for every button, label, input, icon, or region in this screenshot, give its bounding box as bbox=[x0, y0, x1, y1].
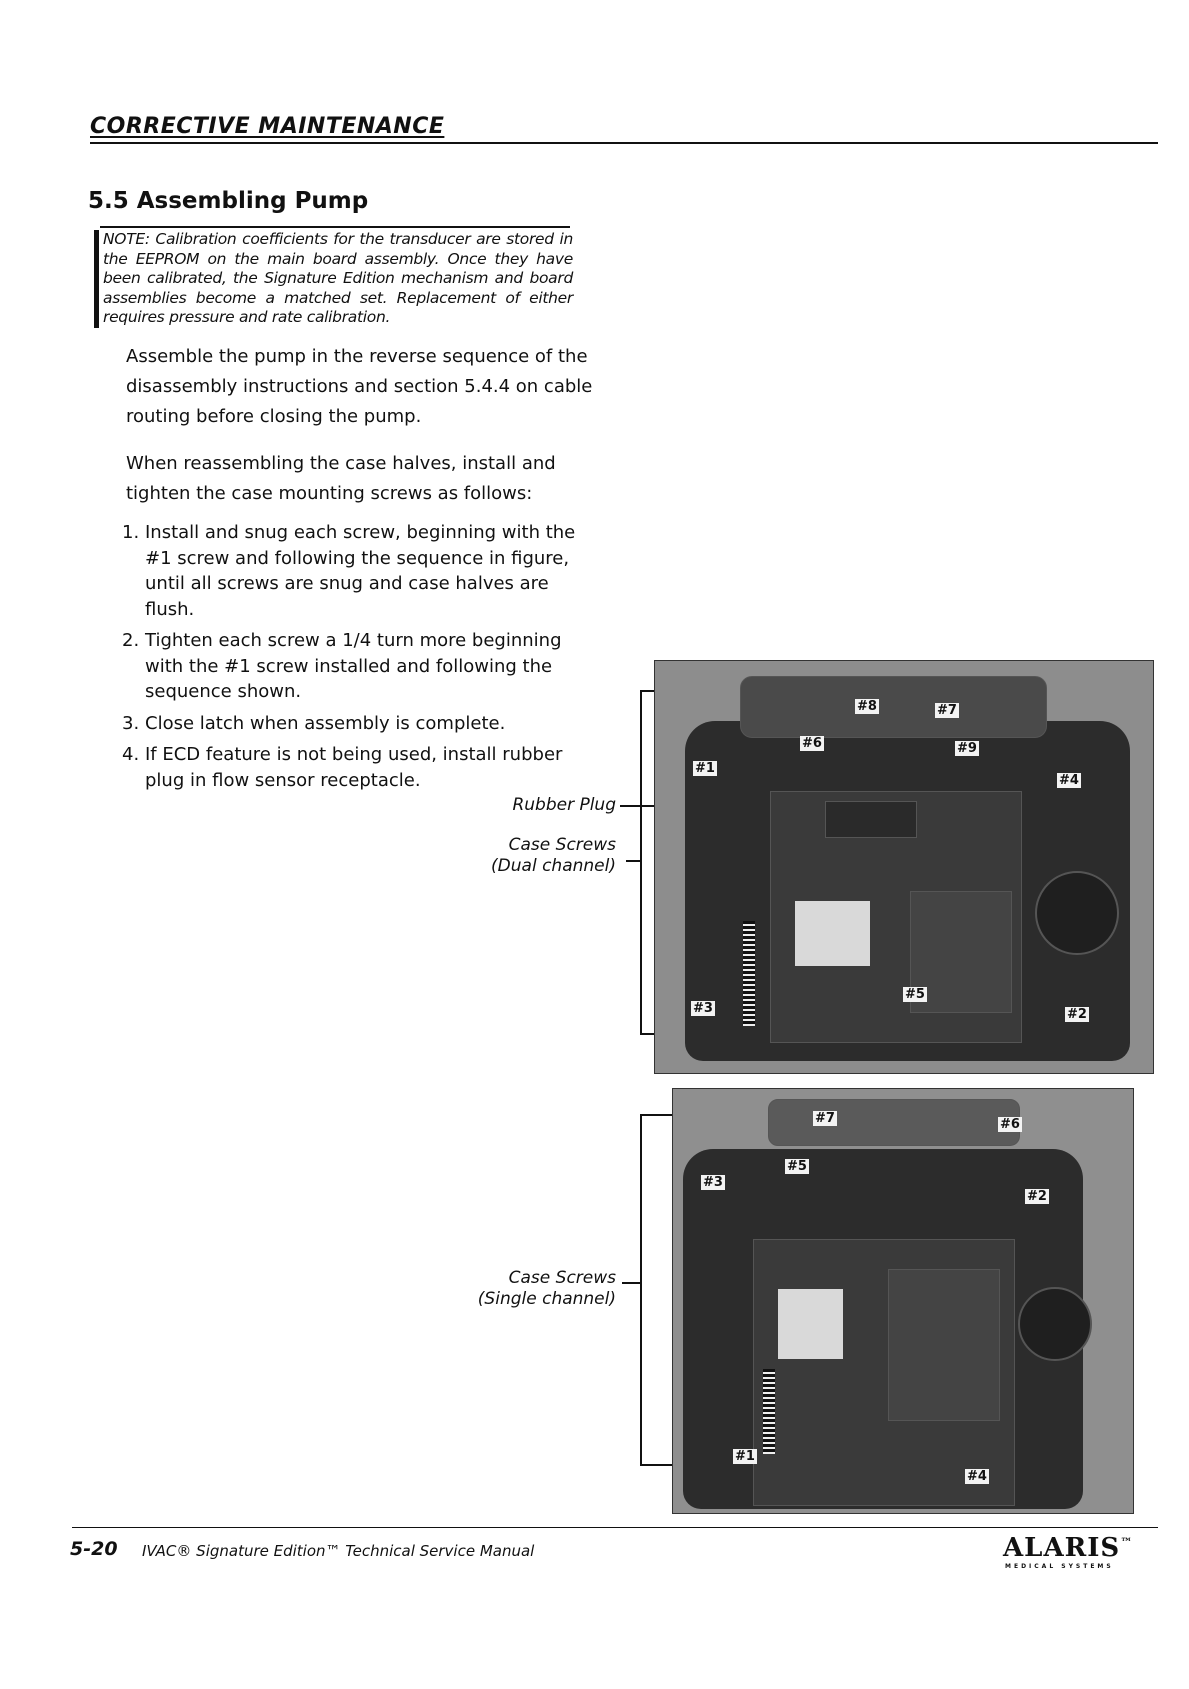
screw-marker-8: #8 bbox=[857, 699, 877, 714]
screw-marker-1: #1 bbox=[695, 761, 715, 776]
screw-marker-4: #4 bbox=[1059, 773, 1079, 788]
screw-marker-6: #6 bbox=[802, 736, 822, 751]
screw-marker-7: #7 bbox=[937, 703, 957, 718]
screw-marker-5: #5 bbox=[905, 987, 925, 1002]
list-item bbox=[122, 520, 592, 622]
section-title: 5.5 Assembling Pump bbox=[88, 188, 369, 214]
dual-case-screws-callout bbox=[440, 835, 616, 877]
footer-rule bbox=[72, 1527, 1158, 1528]
screw-marker-2: #2 bbox=[1027, 1189, 1047, 1204]
single-bracket-bottom bbox=[640, 1464, 674, 1466]
list-item bbox=[122, 711, 592, 737]
step-text: If ECD feature is not being used, install rubber plug in flow sensor receptacle. bbox=[145, 744, 563, 791]
case-screws-label: Case Screws bbox=[508, 1268, 616, 1288]
logo-mark: ™ bbox=[1120, 1535, 1134, 1550]
step-number: 1. bbox=[122, 522, 140, 543]
screw-marker-9: #9 bbox=[957, 741, 977, 756]
page-number: 5-20 bbox=[70, 1538, 118, 1560]
dual-bracket bbox=[640, 690, 642, 1035]
dual-channel-pump-photo bbox=[654, 660, 1154, 1074]
reassembly-paragraph: When reassembling the case halves, install and tighten the case mounting screws as follows: bbox=[126, 453, 556, 504]
screw-steps-list bbox=[122, 520, 592, 799]
step-text: Tighten each screw a 1/4 turn more beginning with the #1 screw installed and following the sequence shown. bbox=[145, 630, 562, 702]
step-text: Install and snug each screw, beginning with the #1 screw and following the sequence in figure, until all screws are snug and case halves are flush. bbox=[145, 522, 576, 620]
list-item bbox=[122, 628, 592, 705]
case-screws-label: Case Screws bbox=[508, 835, 616, 855]
step-number: 2. bbox=[122, 630, 140, 651]
single-channel-pump-photo bbox=[672, 1088, 1134, 1514]
running-header: CORRECTIVE MAINTENANCE bbox=[90, 114, 445, 139]
screw-marker-6: #6 bbox=[1000, 1117, 1020, 1132]
step-text: Close latch when assembly is complete. bbox=[145, 712, 506, 734]
dual-screws-leader bbox=[626, 860, 640, 862]
screw-marker-7: #7 bbox=[815, 1111, 835, 1126]
step-number: 3. bbox=[122, 712, 140, 734]
single-case-screws-callout bbox=[440, 1268, 616, 1310]
screw-marker-4: #4 bbox=[967, 1469, 987, 1484]
single-bracket bbox=[640, 1114, 642, 1466]
assembly-paragraph: Assemble the pump in the reverse sequence of the disassembly instructions and section 5.4.4 on cable routing before closing the pump. bbox=[126, 346, 593, 427]
screw-marker-3: #3 bbox=[703, 1175, 723, 1190]
alaris-logo bbox=[1003, 1533, 1133, 1563]
title-rule bbox=[100, 226, 570, 228]
calibration-note: NOTE: Calibration coefficients for the transducer are stored in the EEPROM on the main board assembly. Once they have been calibrated, the Signature Edition mechanism and board assemblies become a matched set. Replacement of either requires pressure and rate calibration. bbox=[103, 230, 573, 326]
logo-text: ALARIS bbox=[1003, 1533, 1121, 1563]
screw-marker-3: #3 bbox=[693, 1001, 713, 1016]
screw-marker-5: #5 bbox=[787, 1159, 807, 1174]
header-rule bbox=[90, 142, 1158, 144]
single-channel-label: (Single channel) bbox=[477, 1289, 616, 1309]
logo-subtitle: MEDICAL SYSTEMS bbox=[1005, 1563, 1114, 1570]
rubber-plug-callout: Rubber Plug bbox=[512, 795, 616, 815]
list-item bbox=[122, 742, 592, 793]
screw-marker-2: #2 bbox=[1067, 1007, 1087, 1022]
step-number: 4. bbox=[122, 744, 140, 765]
dual-channel-label: (Dual channel) bbox=[491, 856, 616, 876]
single-screws-leader bbox=[622, 1282, 642, 1284]
manual-title: IVAC® Signature Edition™ Technical Service Manual bbox=[142, 1542, 535, 1560]
screw-marker-1: #1 bbox=[735, 1449, 755, 1464]
note-change-bar bbox=[94, 230, 99, 328]
